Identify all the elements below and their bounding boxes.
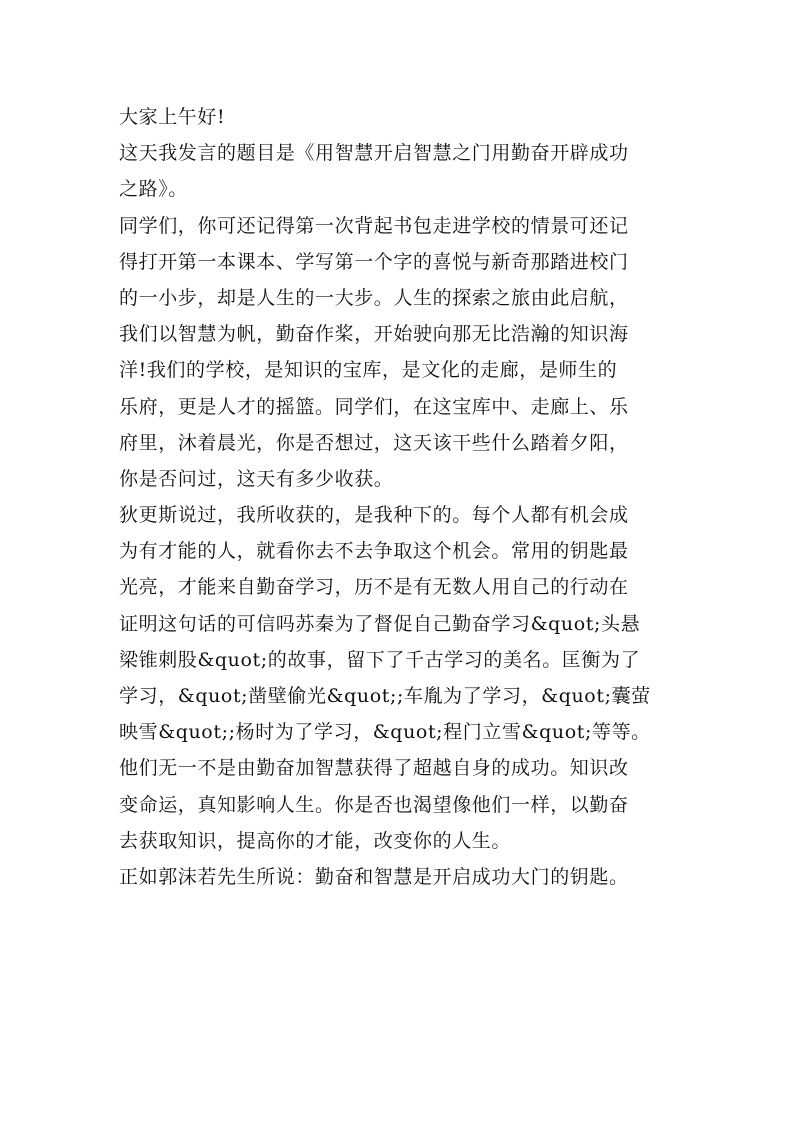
text-line: 之路》。 — [119, 178, 188, 201]
text-line: 证明这句话的可信吗苏秦为了督促自己勤奋学习&quot;头悬 — [119, 612, 641, 635]
text-line: 正如郭沫若先生所说：勤奋和智慧是开启成功大门的钥匙。 — [119, 865, 629, 888]
text-line: 洋!我们的学校，是知识的宝库，是文化的走廊，是师生的 — [119, 359, 618, 382]
text-line: 学习，&quot;凿壁偷光&quot;;车胤为了学习，&quot;囊萤 — [119, 685, 651, 707]
text-line: 我们以智慧为帆，勤奋作桨，开始驶向那无比浩瀚的知识海 — [119, 323, 629, 346]
text-line: 得打开第一本课本、学写第一个字的喜悦与新奇那踏进校门 — [119, 250, 629, 273]
text-line: 你是否问过，这天有多少收获。 — [119, 467, 394, 490]
text-line: 乐府，更是人才的摇篮。同学们，在这宝库中、走廊上、乐 — [119, 395, 629, 418]
text-line: 他们无一不是由勤奋加智慧获得了超越自身的成功。知识改 — [119, 757, 629, 780]
text-line: 的一小步，却是人生的一大步。人生的探索之旅由此启航， — [119, 286, 629, 309]
text-line: 这天我发言的题目是《用智慧开启智慧之门用勤奋开辟成功 — [119, 142, 629, 165]
text-line: 狄更斯说过，我所收获的，是我种下的。每个人都有机会成 — [119, 504, 629, 527]
text-line: 映雪&quot;;杨时为了学习，&quot;程门立雪&quot;等等。 — [119, 721, 651, 744]
text-line: 府里，沐着晨光，你是否想过，这天该干些什么踏着夕阳， — [119, 431, 629, 454]
speech-text — [119, 99, 679, 895]
text-line: 变命运，真知影响人生。你是否也渴望像他们一样，以勤奋 — [119, 793, 629, 816]
text-line: 光亮，才能来自勤奋学习，历不是有无数人用自己的行动在 — [119, 576, 629, 599]
text-line: 大家上午好! — [119, 106, 226, 128]
text-line: 为有才能的人，就看你去不去争取这个机会。常用的钥匙最 — [119, 540, 629, 563]
text-line: 梁锥刺股&quot;的故事，留下了千古学习的美名。匡衡为了 — [119, 648, 641, 671]
text-line: 去获取知识，提高你的才能，改变你的人生。 — [119, 829, 512, 852]
text-line: 同学们，你可还记得第一次背起书包走进学校的情景可还记 — [119, 214, 629, 237]
